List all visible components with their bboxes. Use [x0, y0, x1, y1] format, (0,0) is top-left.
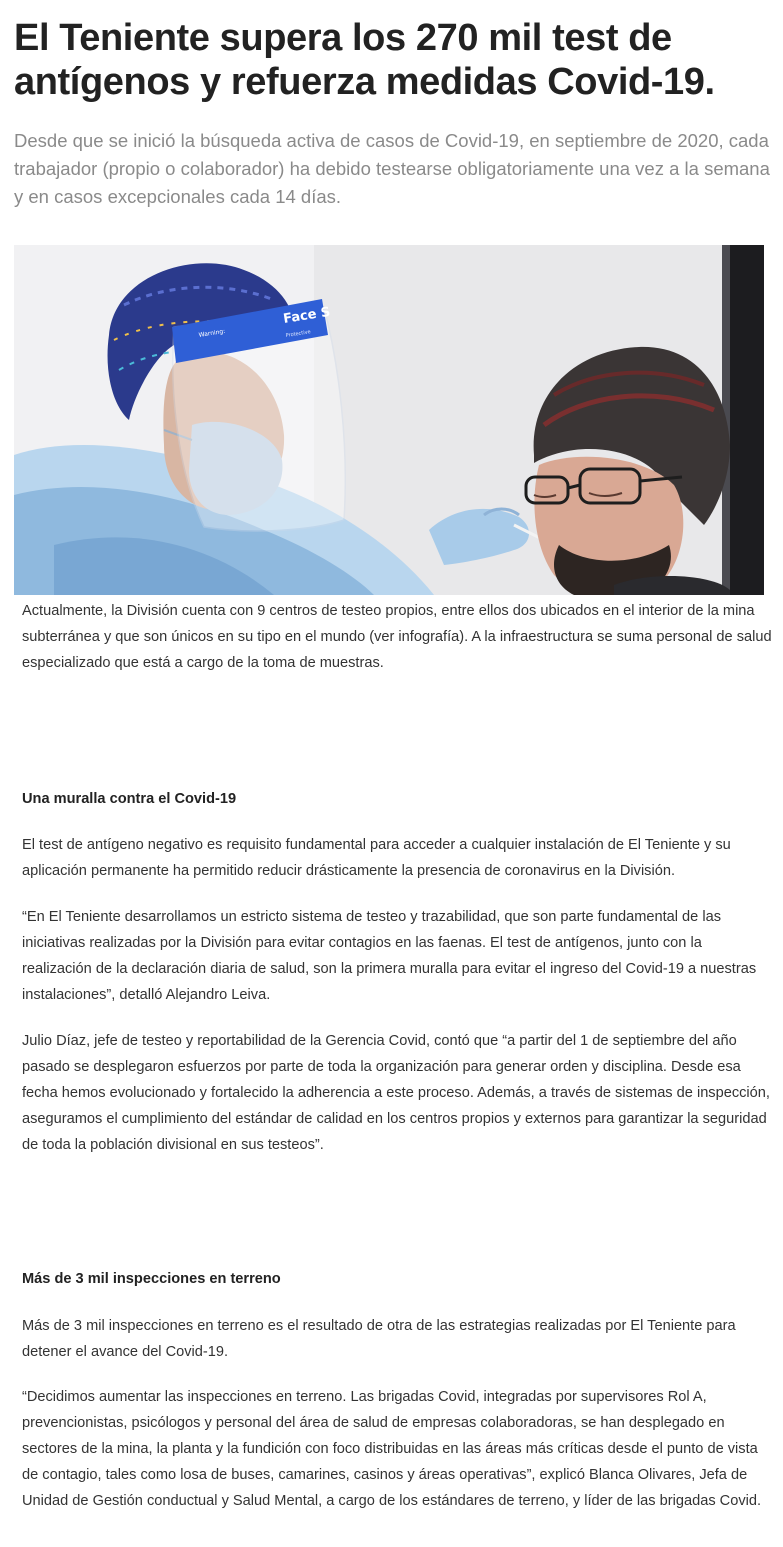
article-title: El Teniente supera los 270 mil test de antígenos y refuerza medidas Covid-19.: [14, 17, 715, 103]
article-lead: Desde que se inició la búsqueda activa de casos de Covid-19, en septiembre de 2020, cada trabajador (propio o colaborador) ha debido testearse obligatoriamente una vez a la semana y en casos excepcionales cada 14 días.: [14, 130, 770, 207]
section-paragraph: Más de 3 mil inspecciones en terreno es el resultado de otra de las estrategias realizadas por El Teniente para detener el avance del Covid-19.: [22, 1318, 736, 1360]
article-photo: [14, 245, 764, 595]
shield-brand-text: Face S: [282, 304, 332, 327]
section-paragraph: “En El Teniente desarrollamos un estricto sistema de testeo y trazabilidad, que son parte fundamental de las iniciativas realizadas por la División para evitar contagios en las faenas. El test de antígenos, junto con la realización de la declaración diaria de salud, son la primera muralla para evitar el ingreso del Covid-19 a nuestras instalaciones”, detalló Alejandro Leiva.: [22, 909, 757, 1003]
shield-warning-text: Warning:: [198, 327, 226, 339]
photo-caption: Actualmente, la División cuenta con 9 centros de testeo propios, entre ellos dos ubicados en el interior de la mina subterránea y que son únicos en su tipo en el mundo (ver infografía). A la infraestructura se suma personal de salud especializado que está a cargo de la toma de muestras.: [22, 603, 772, 671]
shield-protective-text: Protective: [285, 329, 312, 339]
section-heading: Una muralla contra el Covid-19: [22, 791, 237, 807]
section-heading: Más de 3 mil inspecciones en terreno: [22, 1271, 281, 1287]
section-paragraph: Julio Díaz, jefe de testeo y reportabilidad de la Gerencia Covid, contó que “a partir del 1 de septiembre del año pasado se desplegaron esfuerzos por parte de toda la organización para generar orden y disciplina. Desde esa fecha hemos evolucionado y fortalecido la adherencia a este proceso. Además, a través de sistemas de inspección, aseguramos el cumplimiento del estándar de calidad en los centros propios y externos para garantizar la seguridad de toda la población divisional en sus testeos”.: [22, 1033, 770, 1153]
section-paragraph: “Decidimos aumentar las inspecciones en terreno. Las brigadas Covid, integradas por supervisores Rol A, prevencionistas, psicólogos y personal del área de salud de empresas colaboradoras, se han desplegado en sectores de la mina, la planta y la fundición con foco distribuidas en las áreas más críticas desde el punto de vista de contagio, tales como losa de buses, camarines, casinos y áreas operativas”, explicó Blanca Olivares, Jefa de Unidad de Gestión conductual y Salud Mental, a cargo de los estándares de terreno, y líder de las brigadas Covid.: [22, 1389, 762, 1509]
section-paragraph: El test de antígeno negativo es requisito fundamental para acceder a cualquier instalación de El Teniente y su aplicación permanente ha permitido reducir drásticamente la presencia de coronavirus en la División.: [22, 837, 731, 879]
